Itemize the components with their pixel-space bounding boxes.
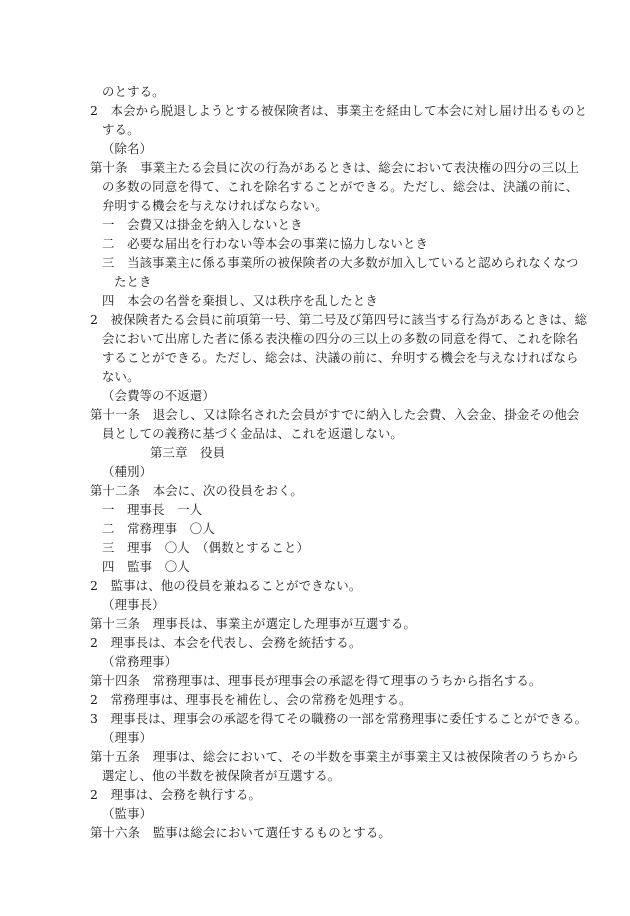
text-line: たとき bbox=[114, 274, 152, 289]
text-line: 四 監事 〇人 bbox=[102, 559, 190, 574]
text-line: 一 会費又は掛金を納入しないとき bbox=[102, 217, 303, 232]
text-line: 第十三条 理事長は、事業主が選定した理事が互選する。 bbox=[90, 616, 417, 631]
text-line: 2 理事は、会務を執行する。 bbox=[90, 787, 262, 802]
text-line: 第十二条 本会に、次の役員をおく。 bbox=[90, 483, 303, 498]
text-line: 弁明する機会を与えなければならない。 bbox=[102, 198, 328, 213]
text-line: 2 理事長は、本会を代表し、会務を統括する。 bbox=[90, 635, 362, 650]
text-line: 2 本会から脱退しようとする被保険者は、事業主を経由して本会に対し届け出るものと bbox=[90, 103, 588, 118]
text-line: のとする。 bbox=[102, 84, 165, 99]
text-line: （監事） bbox=[102, 806, 153, 821]
text-line: 会において出席した者に係る表決権の四分の三以上の多数の同意を得て、これを除名 bbox=[102, 331, 579, 346]
text-line: 第三章 役員 bbox=[150, 445, 226, 460]
text-line: （種別） bbox=[102, 464, 153, 479]
text-line: （常務理事） bbox=[102, 654, 178, 669]
text-line: 第十六条 監事は総会において選任するものとする。 bbox=[90, 825, 391, 840]
text-line: の多数の同意を得て、これを除名することができる。ただし、総会は、決議の前に、 bbox=[102, 179, 579, 194]
text-line: 員としての義務に基づく金品は、これを返還しない。 bbox=[102, 426, 403, 441]
text-line: 一 理事長 一人 bbox=[102, 502, 203, 517]
text-line: する。 bbox=[102, 122, 140, 137]
text-line: ない。 bbox=[102, 369, 140, 384]
text-line: 第十五条 理事は、総会において、その半数を事業主が事業主又は被保険者のうちから bbox=[90, 749, 579, 764]
text-line: 二 常務理事 〇人 bbox=[102, 521, 215, 536]
text-line: 第十条 事業主たる会員に次の行為があるときは、総会において表決権の四分の三以上 bbox=[90, 160, 580, 175]
text-line: することができる。ただし、総会は、決議の前に、弁明する機会を与えなければなら bbox=[102, 350, 579, 365]
text-line: 2 被保険者たる会員に前項第一号、第二号及び第四号に該当する行為があるときは、総 bbox=[90, 312, 588, 327]
text-line: 三 当該事業主に係る事業所の被保険者の大多数が加入していると認められなくなつ bbox=[102, 255, 579, 270]
document-body bbox=[90, 82, 588, 842]
text-line: 四 本会の名誉を棄損し、又は秩序を乱したとき bbox=[102, 293, 378, 308]
text-line: （会費等の不返還） bbox=[102, 388, 215, 403]
text-line: 3 理事長は、理事会の承認を得てその職務の一部を常務理事に委任することができる。 bbox=[90, 711, 588, 726]
text-line: （理事長） bbox=[102, 597, 165, 612]
text-line: 2 監事は、他の役員を兼ねることができない。 bbox=[90, 578, 362, 593]
text-line: 第十四条 常務理事は、理事長が理事会の承認を得て理事のうちから指名する。 bbox=[90, 673, 542, 688]
text-line: 二 必要な届出を行わない等本会の事業に協力しないとき bbox=[102, 236, 429, 251]
text-line: 選定し、他の半数を被保険者が互選する。 bbox=[102, 768, 341, 783]
text-line: （除名） bbox=[102, 141, 153, 156]
text-line: 2 常務理事は、理事長を補佐し、会の常務を処理する。 bbox=[90, 692, 412, 707]
text-line: 三 理事 〇人 （偶数とすること） bbox=[102, 540, 309, 555]
text-line: （理事） bbox=[102, 730, 153, 745]
text-line: 第十一条 退会し、又は除名された会員がすでに納入した会費、入会金、掛金その他会 bbox=[90, 407, 580, 422]
